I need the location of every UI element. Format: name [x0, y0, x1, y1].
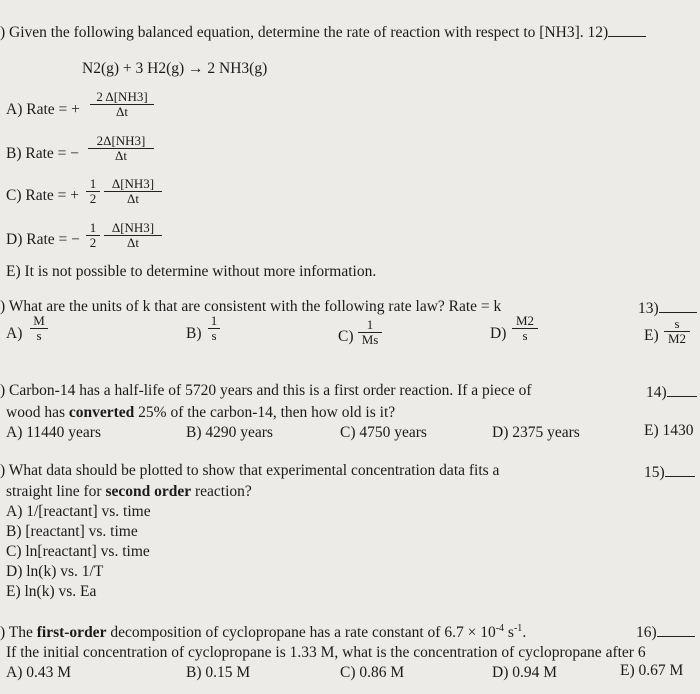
q14-answer-blank[interactable]: [667, 382, 697, 397]
q12-answer-blank[interactable]: [608, 22, 646, 37]
q14-option-d: D) 2375 years: [492, 424, 580, 441]
q15-line2: straight line for second order reaction?: [6, 483, 252, 500]
q16-option-e: E) 0.67 M: [620, 662, 684, 679]
q12-b-numerator: 2Δ[NH3]: [96, 133, 146, 148]
q13-option-d-label: D): [490, 325, 507, 342]
q16-line2: If the initial concentration of cyclopropane is 1.33 M, what is the concentration of cyclopropane after 6: [6, 644, 646, 661]
q12-a-denominator: Δt: [116, 104, 128, 119]
q13-option-b-label: B): [186, 325, 202, 342]
q15-option-e: E) ln(k) vs. Ea: [6, 583, 97, 600]
q12-a-numerator: 2 Δ[NH3]: [96, 89, 148, 104]
q16-option-c: C) 0.86 M: [340, 664, 405, 681]
q13-option-e-fraction: s M2: [664, 317, 690, 346]
q12-option-d-coefficient: 1 2: [86, 221, 100, 250]
q12-option-d-label: D) Rate = −: [6, 231, 80, 248]
q12-option-a-fraction: [90, 90, 154, 119]
q14-option-c: C) 4750 years: [340, 424, 427, 441]
q13-option-a-fraction: M s: [30, 314, 48, 343]
q14-option-e: E) 1430: [644, 422, 694, 439]
q14-line1: ) Carbon-14 has a half-life of 5720 years and this is a first order reaction. If a piece of: [0, 382, 532, 399]
q12-equation: N2(g) + 3 H2(g) → 2 NH3(g): [82, 60, 268, 77]
q12-option-d-fraction: Δ[NH3] Δt: [104, 221, 162, 250]
q15-option-b: B) [reactant] vs. time: [6, 523, 138, 540]
q12-b-denominator: Δt: [115, 148, 127, 163]
q15-line1: ) What data should be plotted to show that experimental concentration data fits a: [0, 462, 500, 479]
q14-number: 14): [646, 382, 697, 402]
q15-number: 15): [644, 462, 695, 482]
q15-option-c: C) ln[reactant] vs. time: [6, 543, 150, 560]
q12-option-c-fraction: Δ[NH3] Δt: [104, 177, 162, 206]
q15-answer-blank[interactable]: [665, 462, 695, 477]
q16-option-a: A) 0.43 M: [6, 664, 72, 681]
q12-option-b-fraction: [88, 134, 154, 163]
q16-number: 16): [636, 622, 695, 642]
q12-option-e: E) It is not possible to determine without more information.: [6, 263, 377, 280]
q12-option-c-coefficient: 1 2: [86, 177, 100, 206]
q12-prompt: ) Given the following balanced equation, determine the rate of reaction with respect to [NH3]. 12): [0, 22, 646, 42]
q16-line1: ) The first-order decomposition of cyclopropane has a rate constant of $6.7 \times 10^{-4}$ $s^{-1}$.: [0, 623, 527, 641]
q16-option-d: D) 0.94 M: [492, 664, 558, 681]
q12-option-a-label: A) Rate = +: [6, 101, 80, 118]
q15-option-d: D) ln(k) vs. 1/T: [6, 563, 104, 580]
q14-line2: wood has converted 25% of the carbon-14, then how old is it?: [6, 404, 396, 421]
q13-option-a-label: A): [6, 325, 23, 342]
q13-option-c-fraction: 1 Ms: [358, 318, 382, 347]
q14-option-a: A) 11440 years: [6, 424, 101, 441]
q13-number: 13): [638, 298, 697, 318]
q13-option-d-fraction: M2 s: [512, 314, 538, 343]
q13-option-c-label: C): [338, 328, 354, 345]
q13-option-b-fraction: 1 s: [208, 314, 220, 343]
q16-answer-blank[interactable]: [657, 622, 695, 637]
q16-option-b: B) 0.15 M: [186, 664, 251, 681]
q12-option-b-label: B) Rate = −: [6, 145, 80, 162]
q13-option-e-label: E): [644, 327, 659, 344]
q15-option-a: A) 1/[reactant] vs. time: [6, 503, 151, 520]
q13-answer-blank[interactable]: [659, 298, 697, 313]
q14-option-b: B) 4290 years: [186, 424, 273, 441]
q13-prompt: ) What are the units of k that are consistent with the following rate law? Rate = k: [0, 298, 502, 315]
q12-option-c-label: C) Rate = +: [6, 187, 80, 204]
